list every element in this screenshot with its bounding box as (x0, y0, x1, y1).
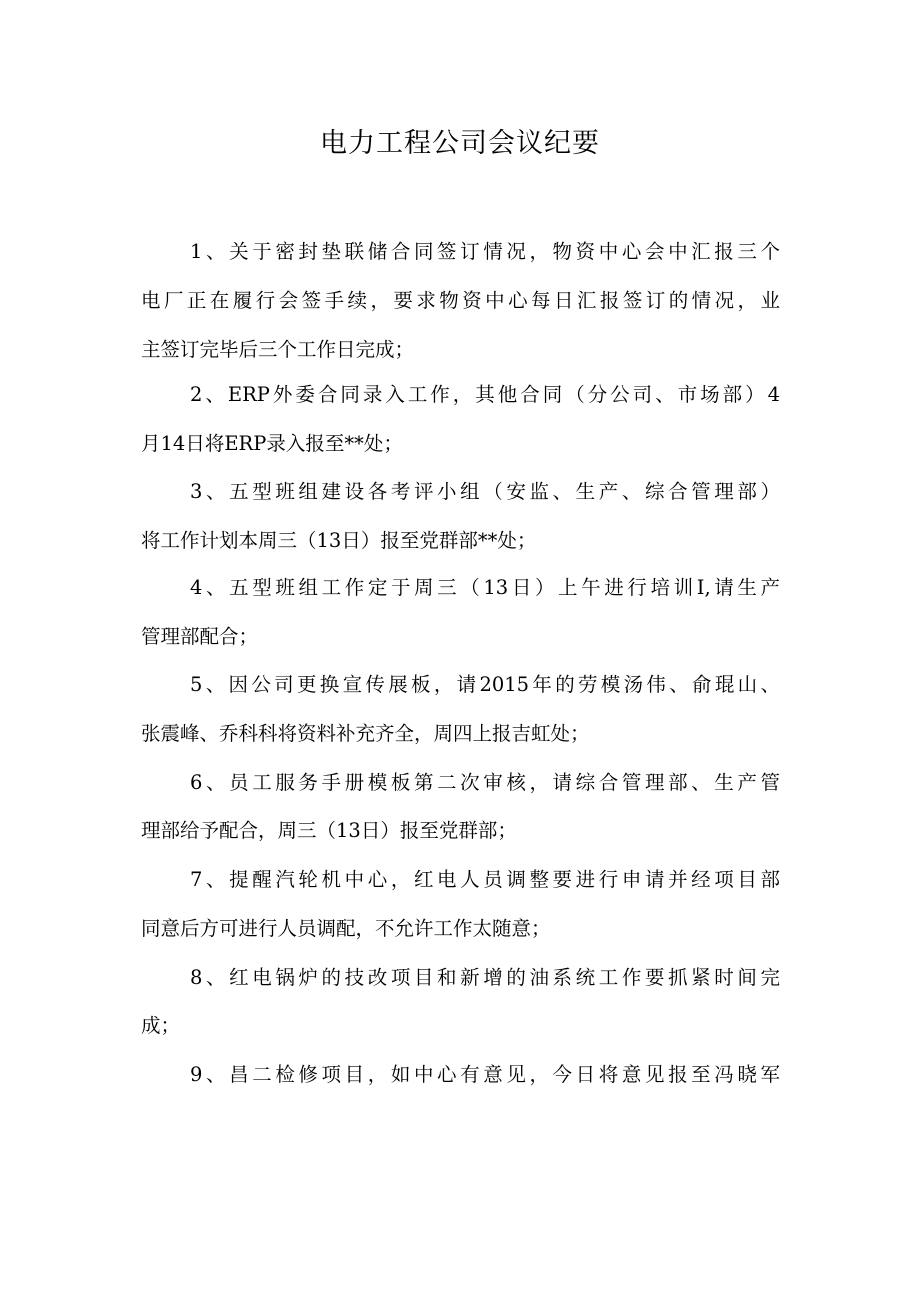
item-6-line-2: 理部给予配合，周三（13日）报至党群部； (141, 819, 517, 842)
item-6-line-1: 6、员工服务手册模板第二次审核，请综合管理部、生产管 (190, 771, 780, 794)
item-3-line-1: 3、五型班组建设各考评小组（安监、生产、综合管理部） (190, 480, 780, 503)
item-5-line-2: 张震峰、乔科科将资料补充齐全，周四上报吉虹处； (141, 722, 590, 745)
item-7-line-2: 同意后方可进行人员调配，不允许工作太随意； (141, 917, 551, 940)
item-3-line-2: 将工作计划本周三（13日）报至党群部**处； (141, 529, 537, 552)
item-8-line-1: 8、红电锅炉的技改项目和新增的油系统工作要抓紧时间完 (190, 966, 780, 989)
item-4-line-2: 管理部配合； (141, 625, 259, 648)
item-1-line-3: 主签订完毕后三个工作日完成； (141, 338, 415, 361)
item-4-line-1: 4、五型班组工作定于周三（13日）上午进行培训I,请生产 (190, 576, 780, 599)
document-title: 电力工程公司会议纪要 (320, 128, 600, 159)
item-1-line-1: 1、关于密封垫联储合同签订情况，物资中心会中汇报三个 (190, 240, 780, 263)
item-9-line-1: 9、昌二检修项目，如中心有意见，今日将意见报至冯晓军 (190, 1063, 780, 1086)
item-1-line-2: 电厂正在履行会签手续，要求物资中心每日汇报签订的情况，业 (141, 289, 780, 312)
item-2-line-1: 2、ERP外委合同录入工作，其他合同（分公司、市场部）4 (190, 383, 780, 406)
item-7-line-1: 7、提醒汽轮机中心，红电人员调整要进行申请并经项目部 (190, 868, 780, 891)
item-2-line-2: 月14日将ERP录入报至**处； (141, 432, 403, 455)
item-8-line-2: 成； (141, 1014, 181, 1037)
item-5-line-1: 5、因公司更换宣传展板，请2015年的劳模汤伟、俞琨山、 (190, 673, 780, 696)
